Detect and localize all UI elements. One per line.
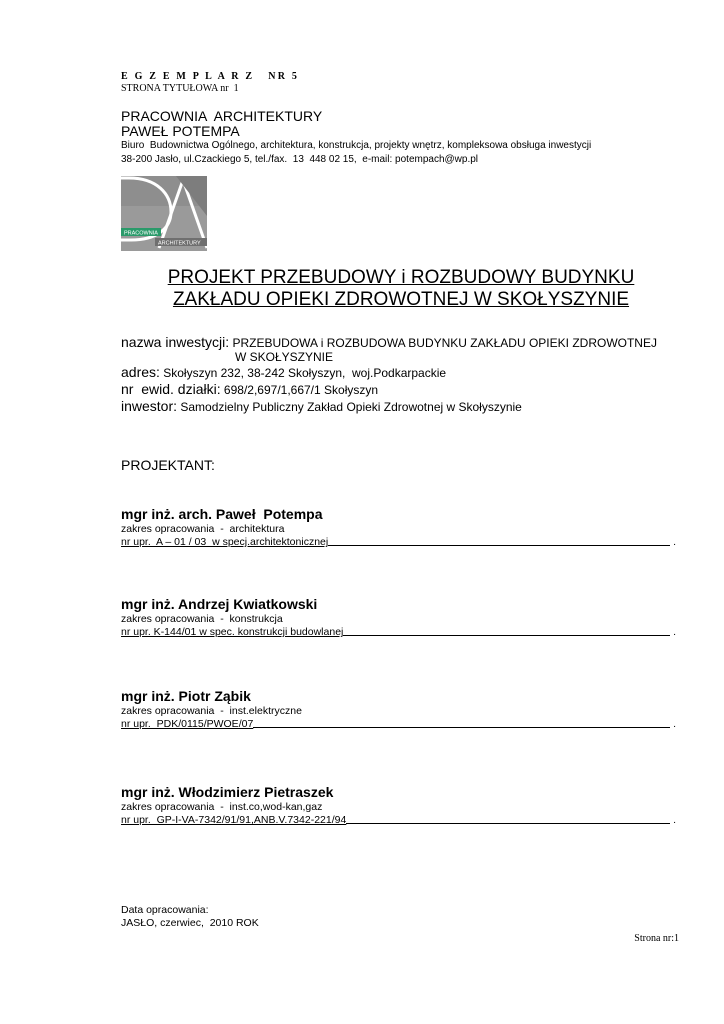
designer-license: nr upr. K-144/01 w spec. konstrukcji budowlanej xyxy=(121,626,344,638)
project-title-line2: ZAKŁADU OPIEKI ZDROWOTNEJ W SKOŁYSZYNIE xyxy=(172,289,630,310)
designer-scope: zakres opracowania - inst.co,wod-kan,gaz xyxy=(121,801,323,813)
investment-name xyxy=(121,334,657,350)
designer-name: mgr inż. Piotr Ząbik xyxy=(121,688,251,704)
investor-value: Samodzielny Publiczny Zakład Opieki Zdrowotnej w Skołyszynie xyxy=(177,400,522,414)
designer-license-row xyxy=(121,625,676,638)
firm-owner: PAWEŁ POTEMPA xyxy=(121,123,240,139)
designer-heading: PROJEKTANT: xyxy=(121,457,215,473)
logo-text-top: PRACOWNIA xyxy=(124,230,158,237)
line-end-dot: . xyxy=(673,626,676,638)
signature-line xyxy=(346,813,670,824)
firm-logo xyxy=(121,176,207,251)
investment-name-value: PRZEBUDOWA i ROZBUDOWA BUDYNKU ZAKŁADU OPIEKI ZDROWOTNEJ xyxy=(229,336,657,350)
signature-line xyxy=(328,535,670,546)
firm-address: 38-200 Jasło, ul.Czackiego 5, tel./fax. 13 448 02 15, e-mail: potempach@wp.pl xyxy=(121,154,479,165)
line-end-dot: . xyxy=(673,718,676,730)
designer-license: nr upr. PDK/0115/PWOE/07 xyxy=(121,718,254,730)
designer-license-row xyxy=(121,813,676,826)
investment-name-label: nazwa inwestycji: xyxy=(121,334,230,350)
signature-line xyxy=(253,717,670,728)
investor-label: inwestor: xyxy=(121,398,178,414)
investor xyxy=(121,398,522,414)
date-label: Data opracowania: xyxy=(121,904,209,916)
designer-license: nr upr. GP-I-VA-7342/91/91,ANB.V.7342-221/94 xyxy=(121,814,347,826)
firm-name: PRACOWNIA ARCHITEKTURY xyxy=(121,108,323,124)
plot-number xyxy=(121,381,378,397)
strona-tytulowa-label: STRONA TYTUŁOWA nr 1 xyxy=(121,83,239,94)
egzemplarz-label: E G Z E M P L A R Z NR 5 xyxy=(121,71,300,82)
designer-license-row xyxy=(121,717,676,730)
designer-entry xyxy=(121,596,676,638)
project-title-line1: PROJEKT PRZEBUDOWY i ROZBUDOWY BUDYNKU xyxy=(167,267,635,288)
designer-scope: zakres opracowania - inst.elektryczne xyxy=(121,705,302,717)
address-value: Skołyszyn 232, 38-242 Skołyszyn, woj.Podkarpackie xyxy=(159,366,447,380)
designer-name: mgr inż. arch. Paweł Potempa xyxy=(121,506,323,522)
address-label: adres: xyxy=(121,364,160,380)
line-end-dot: . xyxy=(673,814,676,826)
investment-name-value-line2: W SKOŁYSZYNIE xyxy=(235,350,334,364)
designer-scope: zakres opracowania - konstrukcja xyxy=(121,613,283,625)
page-number: Strona nr:1 xyxy=(634,933,679,944)
designer-entry xyxy=(121,506,676,548)
firm-description: Biuro Budownictwa Ogólnego, architektura, konstrukcja, projekty wnętrz, kompleksowa obsługa inwestycji xyxy=(121,140,592,151)
designer-license: nr upr. A – 01 / 03 w specj.architektonicznej xyxy=(121,536,329,548)
plot-number-value: 698/2,697/1,667/1 Skołyszyn xyxy=(220,383,379,397)
address xyxy=(121,364,446,380)
designer-name: mgr inż. Włodzimierz Pietraszek xyxy=(121,784,334,800)
designer-scope: zakres opracowania - architektura xyxy=(121,523,285,535)
plot-number-label: nr ewid. działki: xyxy=(121,381,221,397)
designer-entry xyxy=(121,688,676,730)
designer-entry xyxy=(121,784,676,826)
designer-name: mgr inż. Andrzej Kwiatkowski xyxy=(121,596,318,612)
line-end-dot: . xyxy=(673,536,676,548)
date-value: JASŁO, czerwiec, 2010 ROK xyxy=(121,917,259,929)
signature-line xyxy=(343,625,670,636)
designer-license-row xyxy=(121,535,676,548)
logo-text-bottom: ARCHITEKTURY xyxy=(158,240,201,247)
